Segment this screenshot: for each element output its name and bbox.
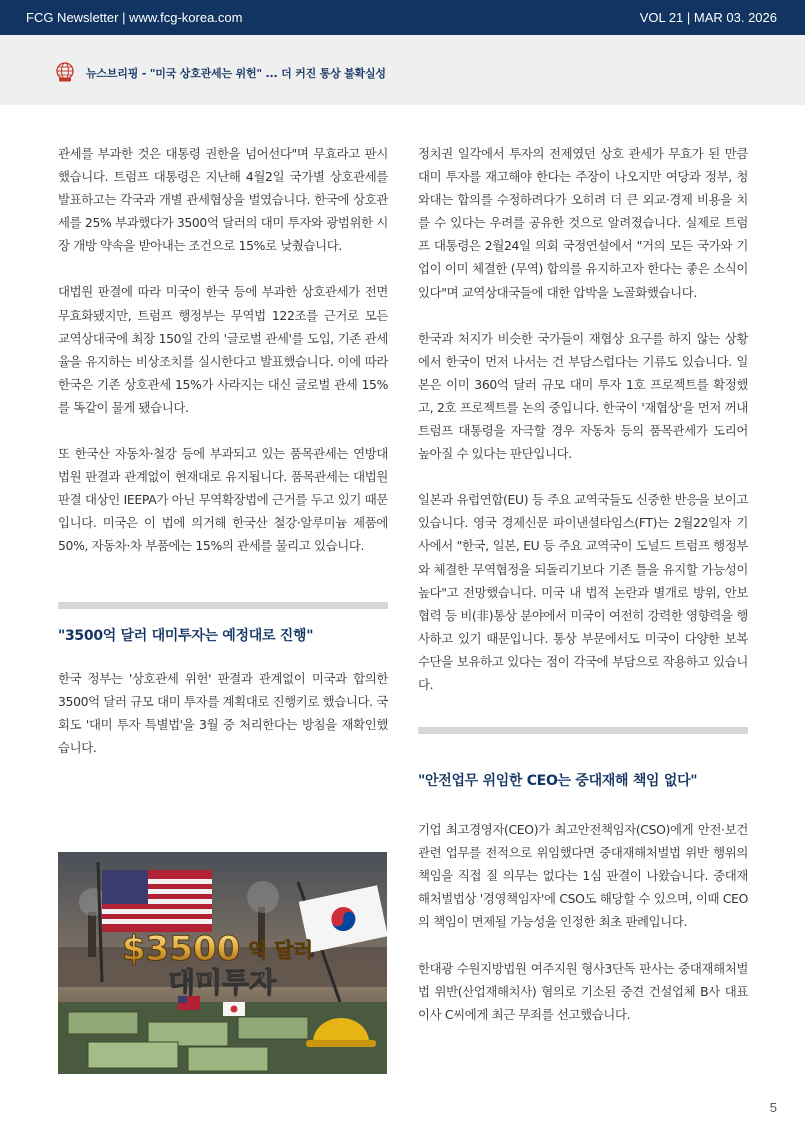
paragraph: 관세를 부과한 것은 대통령 권한을 넘어선다"며 무효라고 판시했습니다. 트럼프 대통령은 지난해 4월2일 국가별 상호관세를 발표하고는 각국과 개별 관세협상을 벌였습니다. 한국에 상호관세를 25% 부과했다가 3500억 달러의 대미 투자와 광범위한 시장 개방 약속을 받아내는 조건으로 15%로 낮췄습니다. — [58, 146, 388, 254]
paragraph: 정치권 일각에서 투자의 전제였던 상호 관세가 무효가 된 만큼 대미 투자를 재고해야 한다는 주장이 나오지만 여당과 정부, 청와대는 합의를 수정하려다가 오히려 더 큰 외교·경제 비용을 치를 수 있다는 우려를 공유한 것으로 알려졌습니다. 실제로 트럼프 대통령은 2월24일 의회 국정연설에서 "거의 모든 국가와 기업이 이미 체결한 (무역) 합의를 유지하고자 한다는 좋은 소식이 있다"며 교역상대국들에 대한 압박을 노골화했습니다. — [418, 146, 748, 300]
section-heading: "3500억 달러 대미투자는 예정대로 진행" — [58, 627, 314, 644]
image-headline-amount: $3500 — [122, 929, 241, 969]
paragraph: 일본과 유럽연합(EU) 등 주요 교역국들도 신중한 반응을 보이고 있습니다. 영국 경제신문 파이낸셜타임스(FT)는 2월22일자 기사에서 "한국, 일본, EU 등 주요 교역국이 도널드 트럼프 행정부와 체결한 무역협정을 되돌리기보다 기존 틀을 유지할 가능성이 높다"고 전망했습니다. 미국 내 법적 논란과 별개로 방위, 안보 협력 등 비(非)통상 분야에서 미국이 여전히 강력한 영향력을 행사하고 있기 때문입니다. 통상 부문에서도 미국이 다양한 보복 수단을 보유하고 있다는 점이 각국에 부담으로 작용하고 있습니다. — [418, 492, 748, 692]
issue-date: VOL 21 | MAR 03. 2026 — [639, 10, 777, 25]
section-divider — [418, 727, 748, 734]
image-headline-unit: 억 달러 — [248, 938, 313, 962]
top-bar — [0, 0, 805, 35]
paragraph: 한국 정부는 '상호관세 위헌' 판결과 관계없이 미국과 합의한 3500억 달러 규모 대미 투자를 계획대로 진행키로 했습니다. 국회도 '대미 투자 특별법'을 3월 중 처리한다는 방침을 재확인했습니다. — [58, 670, 388, 755]
section-header — [0, 35, 805, 105]
paragraph: 또 한국산 자동차·철강 등에 부과되고 있는 품목관세는 연방대법원 판결과 관계없이 현재대로 유지됩니다. 품목관세는 대법원 판결 대상인 IEEPA가 아닌 무역확장법에 근거를 두고 있기 때문입니다. 미국은 이 법에 의거해 한국산 철강·알루미늄 제품에 50%, 자동차·차 부품에는 15%의 관세를 물리고 있습니다. — [58, 446, 388, 554]
image-headline-subject: 대미투자 — [168, 966, 277, 999]
section-title: 뉴스브리핑 - "미국 상호관세는 위헌" ... 더 커진 통상 불확실성 — [86, 67, 386, 80]
paragraph: 기업 최고경영자(CEO)가 최고안전책임자(CSO)에게 안전·보건 관련 업무를 전적으로 위임했다면 중대재해처벌법 위반 행위의 책임을 직접 질 의무는 없다는 1심 판결이 나왔습니다. 중대재해처벌법상 '경영책임자'에 CSO도 해당할 수 있으며, 이때 CEO의 책임이 면제될 가능성을 인정한 최초 판례입니다. — [418, 822, 748, 930]
section-heading: "안전업무 위임한 CEO는 중대재해 책임 없다" — [418, 773, 698, 790]
left-column — [58, 142, 388, 759]
globe-icon — [54, 61, 76, 83]
section-divider — [58, 602, 388, 609]
paragraph: 한대광 수원지방법원 여주지원 형사3단독 판사는 중대재해처벌법 위반(산업재해치사) 혐의로 기소된 중견 건설업체 B사 대표이사 C씨에게 최근 무죄를 선고했습니다. — [418, 960, 748, 1022]
newsletter-site: FCG Newsletter | www.fcg-korea.com — [26, 10, 243, 25]
paragraph: 한국과 처지가 비슷한 국가들이 재협상 요구를 하지 않는 상황에서 한국이 먼저 나서는 건 부담스럽다는 기류도 있습니다. 일본은 이미 360억 달러 규모 대미 투자 1호 프로젝트를 확정했고, 2호 프로젝트를 논의 중입니다. 한국이 '재협상'을 먼저 꺼내 트럼프 대통령을 자극할 경우 자동차 등의 품목관세가 도리어 높아질 수 있다는 판단입니다. — [418, 330, 748, 462]
page-number: 5 — [769, 1100, 777, 1115]
right-column — [418, 142, 748, 1026]
paragraph: 대법원 판결에 따라 미국이 한국 등에 부과한 상호관세가 전면 무효화됐지만, 트럼프 행정부는 무역법 122조를 근거로 모든 교역상대국에 최장 150일 간의 '글로벌 관세'를 도입, 기존 관세율을 유지하는 비상조치를 실시한다고 발표했습니다. 이에 따라 한국은 기존 상호관세 15%가 사라지는 대신 글로벌 관세 15%를 똑같이 물게 됐습니다. — [58, 284, 388, 415]
investment-illustration — [58, 852, 387, 1074]
